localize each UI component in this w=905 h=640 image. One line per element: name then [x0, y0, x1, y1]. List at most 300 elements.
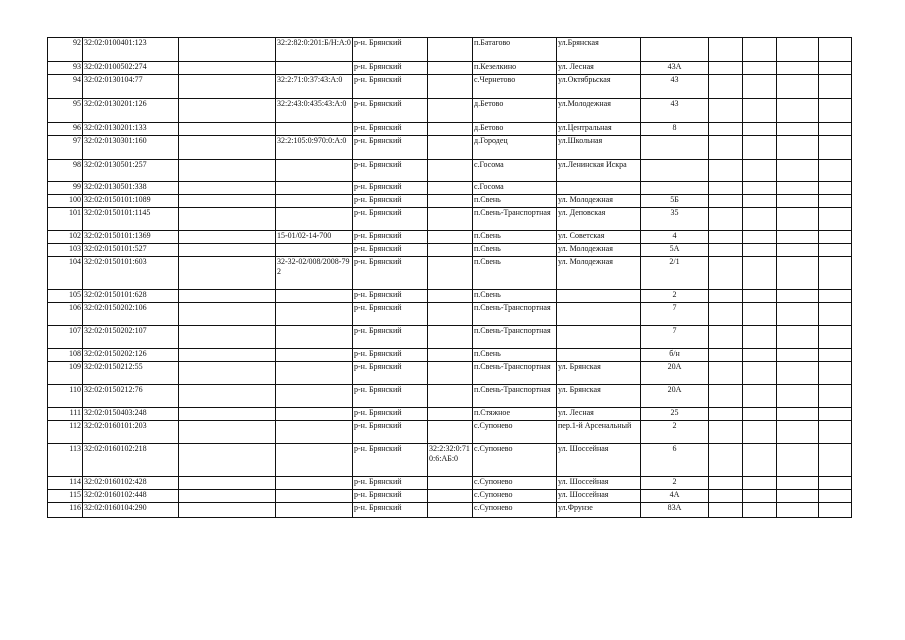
- empty-cell: [709, 160, 743, 182]
- street-cell: ул. Лесная: [557, 62, 641, 75]
- row-number-cell: 112: [48, 421, 83, 444]
- empty-cell: [743, 503, 777, 518]
- empty-cell: [777, 136, 819, 160]
- empty-cell: [777, 182, 819, 195]
- conditional-number-cell: 32:2:82:0:201:Б/Н:А:0: [276, 38, 353, 62]
- house-number-cell: 25: [641, 408, 709, 421]
- empty-cell: [819, 136, 852, 160]
- settlement-cell: п.Стяжное: [473, 408, 557, 421]
- table-row: [48, 195, 852, 208]
- previous-number-cell: [179, 303, 276, 326]
- table-row: [48, 349, 852, 362]
- conditional-number-cell: 32-32-02/008/2008-792: [276, 257, 353, 290]
- district-cell: р-н. Брянский: [353, 208, 428, 231]
- table-row: [48, 62, 852, 75]
- settlement-cell: п.Свень-Транспортная: [473, 385, 557, 408]
- table-row: [48, 244, 852, 257]
- empty-cell: [819, 257, 852, 290]
- street-cell: ул. Брянская: [557, 362, 641, 385]
- inventory-number-cell: [428, 257, 473, 290]
- previous-number-cell: [179, 362, 276, 385]
- table-row: [48, 38, 852, 62]
- inventory-number-cell: [428, 38, 473, 62]
- previous-number-cell: [179, 257, 276, 290]
- house-number-cell: 43: [641, 99, 709, 123]
- row-number-cell: 101: [48, 208, 83, 231]
- district-cell: р-н. Брянский: [353, 62, 428, 75]
- empty-cell: [819, 195, 852, 208]
- previous-number-cell: [179, 408, 276, 421]
- street-cell: ул.Ленинская Искра: [557, 160, 641, 182]
- empty-cell: [777, 75, 819, 99]
- cadastral-number-cell: 32:02:0150212:76: [83, 385, 179, 408]
- cadastral-number-cell: 32:02:0150101:628: [83, 290, 179, 303]
- empty-cell: [777, 123, 819, 136]
- empty-cell: [709, 123, 743, 136]
- empty-cell: [743, 136, 777, 160]
- empty-cell: [743, 421, 777, 444]
- settlement-cell: п.Батагово: [473, 38, 557, 62]
- empty-cell: [819, 290, 852, 303]
- conditional-number-cell: [276, 385, 353, 408]
- empty-cell: [709, 257, 743, 290]
- house-number-cell: 20А: [641, 362, 709, 385]
- empty-cell: [819, 244, 852, 257]
- empty-cell: [709, 444, 743, 477]
- empty-cell: [709, 326, 743, 349]
- conditional-number-cell: [276, 421, 353, 444]
- cadastral-number-cell: 32:02:0150202:107: [83, 326, 179, 349]
- conditional-number-cell: [276, 160, 353, 182]
- empty-cell: [777, 290, 819, 303]
- empty-cell: [777, 62, 819, 75]
- table-row: [48, 326, 852, 349]
- street-cell: ул. Молодежная: [557, 257, 641, 290]
- row-number-cell: 100: [48, 195, 83, 208]
- street-cell: ул.Молодежная: [557, 99, 641, 123]
- previous-number-cell: [179, 503, 276, 518]
- row-number-cell: 107: [48, 326, 83, 349]
- empty-cell: [709, 208, 743, 231]
- empty-cell: [819, 231, 852, 244]
- empty-cell: [743, 490, 777, 503]
- district-cell: р-н. Брянский: [353, 123, 428, 136]
- settlement-cell: п.Свень-Транспортная: [473, 208, 557, 231]
- street-cell: ул.Школьная: [557, 136, 641, 160]
- empty-cell: [709, 244, 743, 257]
- table-row: [48, 75, 852, 99]
- table-row: [48, 160, 852, 182]
- previous-number-cell: [179, 182, 276, 195]
- district-cell: р-н. Брянский: [353, 490, 428, 503]
- table-row: [48, 303, 852, 326]
- cadastral-number-cell: 32:02:0130301:160: [83, 136, 179, 160]
- district-cell: р-н. Брянский: [353, 182, 428, 195]
- table-row: [48, 99, 852, 123]
- settlement-cell: п.Свень: [473, 231, 557, 244]
- street-cell: ул. Шоссейная: [557, 444, 641, 477]
- table-body: [48, 38, 852, 518]
- cadastral-number-cell: 32:02:0130201:133: [83, 123, 179, 136]
- empty-cell: [709, 136, 743, 160]
- street-cell: ул. Деповская: [557, 208, 641, 231]
- empty-cell: [777, 99, 819, 123]
- empty-cell: [709, 421, 743, 444]
- settlement-cell: с.Супонево: [473, 444, 557, 477]
- empty-cell: [819, 99, 852, 123]
- table-row: [48, 408, 852, 421]
- table-row: [48, 362, 852, 385]
- house-number-cell: [641, 38, 709, 62]
- row-number-cell: 96: [48, 123, 83, 136]
- empty-cell: [743, 477, 777, 490]
- house-number-cell: 2: [641, 477, 709, 490]
- previous-number-cell: [179, 490, 276, 503]
- row-number-cell: 94: [48, 75, 83, 99]
- empty-cell: [743, 231, 777, 244]
- row-number-cell: 110: [48, 385, 83, 408]
- inventory-number-cell: [428, 99, 473, 123]
- cadastral-number-cell: 32:02:0150101:1145: [83, 208, 179, 231]
- previous-number-cell: [179, 123, 276, 136]
- house-number-cell: 4: [641, 231, 709, 244]
- street-cell: [557, 182, 641, 195]
- house-number-cell: [641, 160, 709, 182]
- empty-cell: [777, 195, 819, 208]
- empty-cell: [819, 362, 852, 385]
- empty-cell: [819, 75, 852, 99]
- empty-cell: [743, 444, 777, 477]
- district-cell: р-н. Брянский: [353, 38, 428, 62]
- conditional-number-cell: [276, 477, 353, 490]
- previous-number-cell: [179, 62, 276, 75]
- district-cell: р-н. Брянский: [353, 303, 428, 326]
- cadastral-number-cell: 32:02:0100401:123: [83, 38, 179, 62]
- district-cell: р-н. Брянский: [353, 231, 428, 244]
- empty-cell: [777, 244, 819, 257]
- settlement-cell: п.Свень-Транспортная: [473, 303, 557, 326]
- inventory-number-cell: [428, 326, 473, 349]
- empty-cell: [709, 477, 743, 490]
- empty-cell: [777, 408, 819, 421]
- house-number-cell: 20А: [641, 385, 709, 408]
- district-cell: р-н. Брянский: [353, 75, 428, 99]
- empty-cell: [777, 231, 819, 244]
- row-number-cell: 116: [48, 503, 83, 518]
- empty-cell: [777, 385, 819, 408]
- table-row: [48, 257, 852, 290]
- conditional-number-cell: [276, 349, 353, 362]
- previous-number-cell: [179, 195, 276, 208]
- settlement-cell: п.Кезелкино: [473, 62, 557, 75]
- conditional-number-cell: [276, 362, 353, 385]
- row-number-cell: 92: [48, 38, 83, 62]
- settlement-cell: д.Бетово: [473, 99, 557, 123]
- inventory-number-cell: [428, 75, 473, 99]
- empty-cell: [819, 421, 852, 444]
- empty-cell: [819, 38, 852, 62]
- row-number-cell: 104: [48, 257, 83, 290]
- conditional-number-cell: [276, 290, 353, 303]
- empty-cell: [819, 477, 852, 490]
- house-number-cell: 43: [641, 75, 709, 99]
- row-number-cell: 98: [48, 160, 83, 182]
- cadastral-number-cell: 32:02:0130104:77: [83, 75, 179, 99]
- row-number-cell: 103: [48, 244, 83, 257]
- street-cell: ул. Брянская: [557, 385, 641, 408]
- previous-number-cell: [179, 290, 276, 303]
- settlement-cell: с.Супонево: [473, 490, 557, 503]
- inventory-number-cell: [428, 160, 473, 182]
- settlement-cell: п.Свень: [473, 290, 557, 303]
- settlement-cell: с.Госома: [473, 160, 557, 182]
- empty-cell: [743, 208, 777, 231]
- inventory-number-cell: [428, 408, 473, 421]
- empty-cell: [743, 290, 777, 303]
- empty-cell: [709, 75, 743, 99]
- empty-cell: [819, 349, 852, 362]
- empty-cell: [777, 208, 819, 231]
- previous-number-cell: [179, 244, 276, 257]
- inventory-number-cell: [428, 231, 473, 244]
- empty-cell: [777, 477, 819, 490]
- street-cell: [557, 290, 641, 303]
- row-number-cell: 99: [48, 182, 83, 195]
- previous-number-cell: [179, 421, 276, 444]
- previous-number-cell: [179, 326, 276, 349]
- empty-cell: [709, 290, 743, 303]
- house-number-cell: 6: [641, 444, 709, 477]
- empty-cell: [743, 62, 777, 75]
- empty-cell: [743, 362, 777, 385]
- empty-cell: [709, 38, 743, 62]
- empty-cell: [743, 123, 777, 136]
- inventory-number-cell: [428, 208, 473, 231]
- district-cell: р-н. Брянский: [353, 244, 428, 257]
- table-row: [48, 136, 852, 160]
- house-number-cell: 2/1: [641, 257, 709, 290]
- cadastral-number-cell: 32:02:0150212:55: [83, 362, 179, 385]
- house-number-cell: 83А: [641, 503, 709, 518]
- previous-number-cell: [179, 477, 276, 490]
- empty-cell: [743, 38, 777, 62]
- empty-cell: [777, 421, 819, 444]
- cadastral-number-cell: 32:02:0160102:448: [83, 490, 179, 503]
- inventory-number-cell: [428, 477, 473, 490]
- inventory-number-cell: [428, 290, 473, 303]
- empty-cell: [743, 408, 777, 421]
- street-cell: ул.Октябрьская: [557, 75, 641, 99]
- conditional-number-cell: [276, 303, 353, 326]
- empty-cell: [743, 244, 777, 257]
- settlement-cell: с.Супонево: [473, 421, 557, 444]
- cadastral-number-cell: 32:02:0160102:218: [83, 444, 179, 477]
- empty-cell: [743, 385, 777, 408]
- house-number-cell: 2: [641, 421, 709, 444]
- settlement-cell: п.Свень: [473, 349, 557, 362]
- settlement-cell: с.Супонево: [473, 503, 557, 518]
- row-number-cell: 115: [48, 490, 83, 503]
- settlement-cell: с.Госома: [473, 182, 557, 195]
- conditional-number-cell: [276, 244, 353, 257]
- district-cell: р-н. Брянский: [353, 408, 428, 421]
- settlement-cell: с.Супонево: [473, 477, 557, 490]
- district-cell: р-н. Брянский: [353, 99, 428, 123]
- table-row: [48, 503, 852, 518]
- inventory-number-cell: [428, 182, 473, 195]
- row-number-cell: 109: [48, 362, 83, 385]
- conditional-number-cell: [276, 195, 353, 208]
- row-number-cell: 111: [48, 408, 83, 421]
- house-number-cell: 4А: [641, 490, 709, 503]
- row-number-cell: 105: [48, 290, 83, 303]
- empty-cell: [819, 123, 852, 136]
- row-number-cell: 114: [48, 477, 83, 490]
- empty-cell: [777, 444, 819, 477]
- settlement-cell: п.Свень-Транспортная: [473, 326, 557, 349]
- empty-cell: [819, 490, 852, 503]
- conditional-number-cell: 32:2:105:0:970:0:А:0: [276, 136, 353, 160]
- table-row: [48, 385, 852, 408]
- previous-number-cell: [179, 160, 276, 182]
- empty-cell: [709, 408, 743, 421]
- previous-number-cell: [179, 38, 276, 62]
- empty-cell: [819, 160, 852, 182]
- cadastral-number-cell: 32:02:0130501:338: [83, 182, 179, 195]
- inventory-number-cell: [428, 136, 473, 160]
- empty-cell: [743, 303, 777, 326]
- table-row: [48, 477, 852, 490]
- house-number-cell: 8: [641, 123, 709, 136]
- district-cell: р-н. Брянский: [353, 362, 428, 385]
- cadastral-number-cell: 32:02:0150202:126: [83, 349, 179, 362]
- table-row: [48, 123, 852, 136]
- row-number-cell: 108: [48, 349, 83, 362]
- house-number-cell: [641, 136, 709, 160]
- empty-cell: [819, 326, 852, 349]
- empty-cell: [743, 349, 777, 362]
- cadastral-number-cell: 32:02:0150101:527: [83, 244, 179, 257]
- street-cell: ул.Фрунзе: [557, 503, 641, 518]
- table-row: [48, 208, 852, 231]
- conditional-number-cell: 32:2:71:0:37:43:А:0: [276, 75, 353, 99]
- district-cell: р-н. Брянский: [353, 349, 428, 362]
- inventory-number-cell: [428, 195, 473, 208]
- street-cell: ул. Молодежная: [557, 195, 641, 208]
- table-row: [48, 421, 852, 444]
- empty-cell: [777, 257, 819, 290]
- cadastral-number-cell: 32:02:0130201:126: [83, 99, 179, 123]
- conditional-number-cell: [276, 408, 353, 421]
- empty-cell: [709, 182, 743, 195]
- settlement-cell: п.Свень: [473, 195, 557, 208]
- empty-cell: [819, 182, 852, 195]
- cadastral-number-cell: 32:02:0130501:257: [83, 160, 179, 182]
- row-number-cell: 102: [48, 231, 83, 244]
- district-cell: р-н. Брянский: [353, 503, 428, 518]
- settlement-cell: п.Свень: [473, 257, 557, 290]
- table-row: [48, 182, 852, 195]
- inventory-number-cell: [428, 349, 473, 362]
- settlement-cell: п.Свень: [473, 244, 557, 257]
- street-cell: ул. Советская: [557, 231, 641, 244]
- district-cell: р-н. Брянский: [353, 421, 428, 444]
- empty-cell: [743, 257, 777, 290]
- street-cell: ул. Шоссейная: [557, 477, 641, 490]
- inventory-number-cell: [428, 490, 473, 503]
- cadastral-number-cell: 32:02:0150403:248: [83, 408, 179, 421]
- cadastral-number-cell: 32:02:0160101:203: [83, 421, 179, 444]
- row-number-cell: 97: [48, 136, 83, 160]
- inventory-number-cell: [428, 62, 473, 75]
- conditional-number-cell: [276, 208, 353, 231]
- conditional-number-cell: [276, 490, 353, 503]
- empty-cell: [743, 75, 777, 99]
- empty-cell: [819, 62, 852, 75]
- street-cell: [557, 303, 641, 326]
- empty-cell: [709, 62, 743, 75]
- house-number-cell: 7: [641, 303, 709, 326]
- previous-number-cell: [179, 349, 276, 362]
- empty-cell: [709, 303, 743, 326]
- empty-cell: [743, 160, 777, 182]
- empty-cell: [709, 349, 743, 362]
- conditional-number-cell: [276, 444, 353, 477]
- empty-cell: [743, 326, 777, 349]
- conditional-number-cell: 32:2:43:0:435:43:А:0: [276, 99, 353, 123]
- street-cell: ул. Шоссейная: [557, 490, 641, 503]
- house-number-cell: 2: [641, 290, 709, 303]
- empty-cell: [777, 362, 819, 385]
- district-cell: р-н. Брянский: [353, 444, 428, 477]
- empty-cell: [709, 195, 743, 208]
- house-number-cell: 35: [641, 208, 709, 231]
- empty-cell: [777, 160, 819, 182]
- district-cell: р-н. Брянский: [353, 195, 428, 208]
- table-row: [48, 444, 852, 477]
- house-number-cell: 43А: [641, 62, 709, 75]
- conditional-number-cell: 15-01/02-14-700: [276, 231, 353, 244]
- house-number-cell: 5А: [641, 244, 709, 257]
- empty-cell: [743, 99, 777, 123]
- empty-cell: [777, 490, 819, 503]
- cadastral-number-cell: 32:02:0150202:106: [83, 303, 179, 326]
- settlement-cell: д.Городец: [473, 136, 557, 160]
- previous-number-cell: [179, 75, 276, 99]
- empty-cell: [777, 38, 819, 62]
- conditional-number-cell: [276, 326, 353, 349]
- previous-number-cell: [179, 208, 276, 231]
- previous-number-cell: [179, 231, 276, 244]
- table-row: [48, 490, 852, 503]
- cadastral-number-cell: 32:02:0150101:603: [83, 257, 179, 290]
- conditional-number-cell: [276, 123, 353, 136]
- street-cell: ул. Лесная: [557, 408, 641, 421]
- cadastral-number-cell: 32:02:0160102:428: [83, 477, 179, 490]
- street-cell: [557, 349, 641, 362]
- district-cell: р-н. Брянский: [353, 257, 428, 290]
- conditional-number-cell: [276, 62, 353, 75]
- empty-cell: [743, 195, 777, 208]
- district-cell: р-н. Брянский: [353, 136, 428, 160]
- previous-number-cell: [179, 444, 276, 477]
- settlement-cell: д.Бетово: [473, 123, 557, 136]
- street-cell: ул. Молодежная: [557, 244, 641, 257]
- empty-cell: [709, 231, 743, 244]
- empty-cell: [819, 444, 852, 477]
- cadastral-number-cell: 32:02:0160104:290: [83, 503, 179, 518]
- empty-cell: [777, 326, 819, 349]
